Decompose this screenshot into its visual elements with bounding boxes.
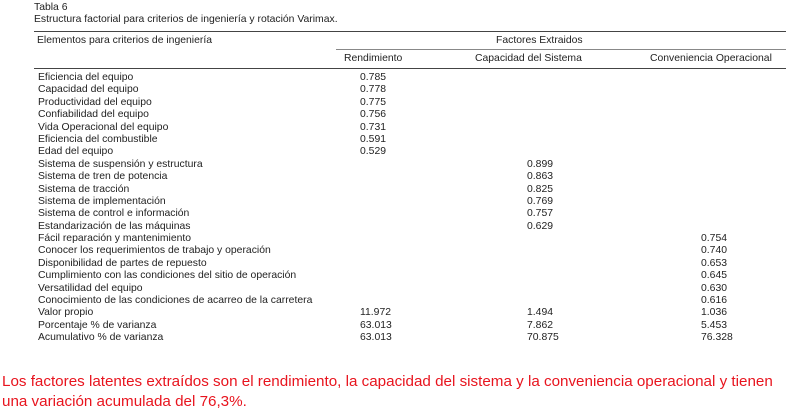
table-row: [34, 146, 786, 158]
row-label: Capacidad del equipo: [38, 84, 139, 96]
table-row: [34, 320, 786, 332]
table-row: [34, 295, 786, 307]
row-label: Cumplimiento con las condiciones del sitio de operación: [38, 270, 297, 282]
table-row: [34, 184, 786, 196]
cell-conveniencia: 0.630: [701, 282, 728, 294]
row-label: Sistema de tracción: [38, 183, 130, 195]
cell-conveniencia: 76.328: [701, 332, 733, 344]
cell-capacidad: 1.494: [527, 307, 554, 319]
row-label: Confiabilidad del equipo: [38, 109, 149, 121]
cell-rendimiento: 63.013: [360, 319, 392, 331]
table-row: [34, 258, 786, 270]
table-row: [34, 109, 786, 121]
row-label: Sistema de implementación: [38, 195, 166, 207]
table-row: [34, 134, 786, 146]
factor-structure-table: [34, 2, 786, 345]
cell-rendimiento: 0.785: [360, 72, 387, 83]
cell-conveniencia: 0.740: [701, 245, 728, 257]
row-label: Sistema de tren de potencia: [38, 171, 168, 183]
table-row: [34, 270, 786, 282]
conclusion-text: Los factores latentes extraídos son el rendimiento, la capacidad del sistema y la conveniencia operacional y tienen una variación acumulada del 76,3%.: [2, 373, 773, 410]
cell-conveniencia: 0.653: [701, 257, 728, 269]
table-body: [34, 69, 786, 345]
table-row: [34, 307, 786, 319]
table-row: [34, 208, 786, 220]
table-number: Tabla 6: [34, 2, 68, 13]
row-label: Disponibilidad de partes de repuesto: [38, 257, 207, 269]
table-row: [34, 72, 786, 84]
cell-rendimiento: 0.756: [360, 109, 387, 121]
cell-conveniencia: 0.645: [701, 270, 728, 282]
table-row: [34, 159, 786, 171]
cell-conveniencia: 0.616: [701, 295, 728, 307]
cell-capacidad: 0.899: [527, 158, 554, 170]
column-header-conveniencia: Conveniencia Operacional: [650, 53, 772, 64]
table-row: [34, 171, 786, 183]
table-row: [34, 332, 786, 344]
elements-column-header: Elementos para criterios de ingeniería: [37, 35, 213, 46]
cell-capacidad: 0.629: [527, 220, 554, 232]
table-header-top: [34, 32, 786, 49]
cell-capacidad: 0.825: [527, 183, 554, 195]
cell-conveniencia: 5.453: [701, 319, 728, 331]
cell-conveniencia: 0.754: [701, 233, 728, 245]
cell-rendimiento: 11.972: [360, 307, 392, 319]
table-row: [34, 245, 786, 257]
cell-conveniencia: 1.036: [701, 307, 728, 319]
row-label: Eficiencia del equipo: [38, 72, 134, 83]
table-row: [34, 97, 786, 109]
cell-capacidad: 0.769: [527, 195, 554, 207]
table-row: [34, 283, 786, 295]
row-label: Productividad del equipo: [38, 96, 152, 108]
table-row: [34, 84, 786, 96]
row-label: Fácil reparación y mantenimiento: [38, 233, 192, 245]
table-header-columns: [34, 49, 786, 68]
row-label: Edad del equipo: [38, 146, 114, 158]
cell-capacidad: 70.875: [527, 332, 559, 344]
row-label: Acumulativo % de varianza: [38, 332, 164, 344]
row-label: Conocer los requerimientos de trabajo y operación: [38, 245, 271, 257]
factors-group-header: Factores Extraidos: [496, 35, 583, 46]
cell-rendimiento: 0.591: [360, 133, 387, 145]
row-label: Estandarización de las máquinas: [38, 220, 191, 232]
cell-capacidad: 0.757: [527, 208, 554, 220]
row-label: Versatilidad del equipo: [38, 282, 143, 294]
table-row: [34, 196, 786, 208]
cell-capacidad: 0.863: [527, 171, 554, 183]
cell-rendimiento: 0.778: [360, 84, 387, 96]
row-label: Sistema de control e información: [38, 208, 190, 220]
table-row: [34, 122, 786, 134]
table-title: Estructura factorial para criterios de ingeniería y rotación Varimax.: [34, 14, 338, 25]
cell-rendimiento: 63.013: [360, 332, 392, 344]
table-row: [34, 233, 786, 245]
cell-capacidad: 7.862: [527, 319, 554, 331]
cell-rendimiento: 0.731: [360, 121, 387, 133]
row-label: Porcentaje % de varianza: [38, 319, 157, 331]
cell-rendimiento: 0.775: [360, 96, 387, 108]
row-label: Sistema de suspensión y estructura: [38, 158, 203, 170]
table-row: [34, 221, 786, 233]
cell-rendimiento: 0.529: [360, 146, 387, 158]
column-header-capacidad: Capacidad del Sistema: [475, 53, 582, 64]
row-label: Conocimiento de las condiciones de acarreo de la carretera: [38, 295, 313, 307]
row-label: Vida Operacional del equipo: [38, 121, 169, 133]
column-header-rendimiento: Rendimiento: [344, 53, 403, 64]
row-label: Valor propio: [38, 307, 94, 319]
row-label: Eficiencia del combustible: [38, 133, 158, 145]
